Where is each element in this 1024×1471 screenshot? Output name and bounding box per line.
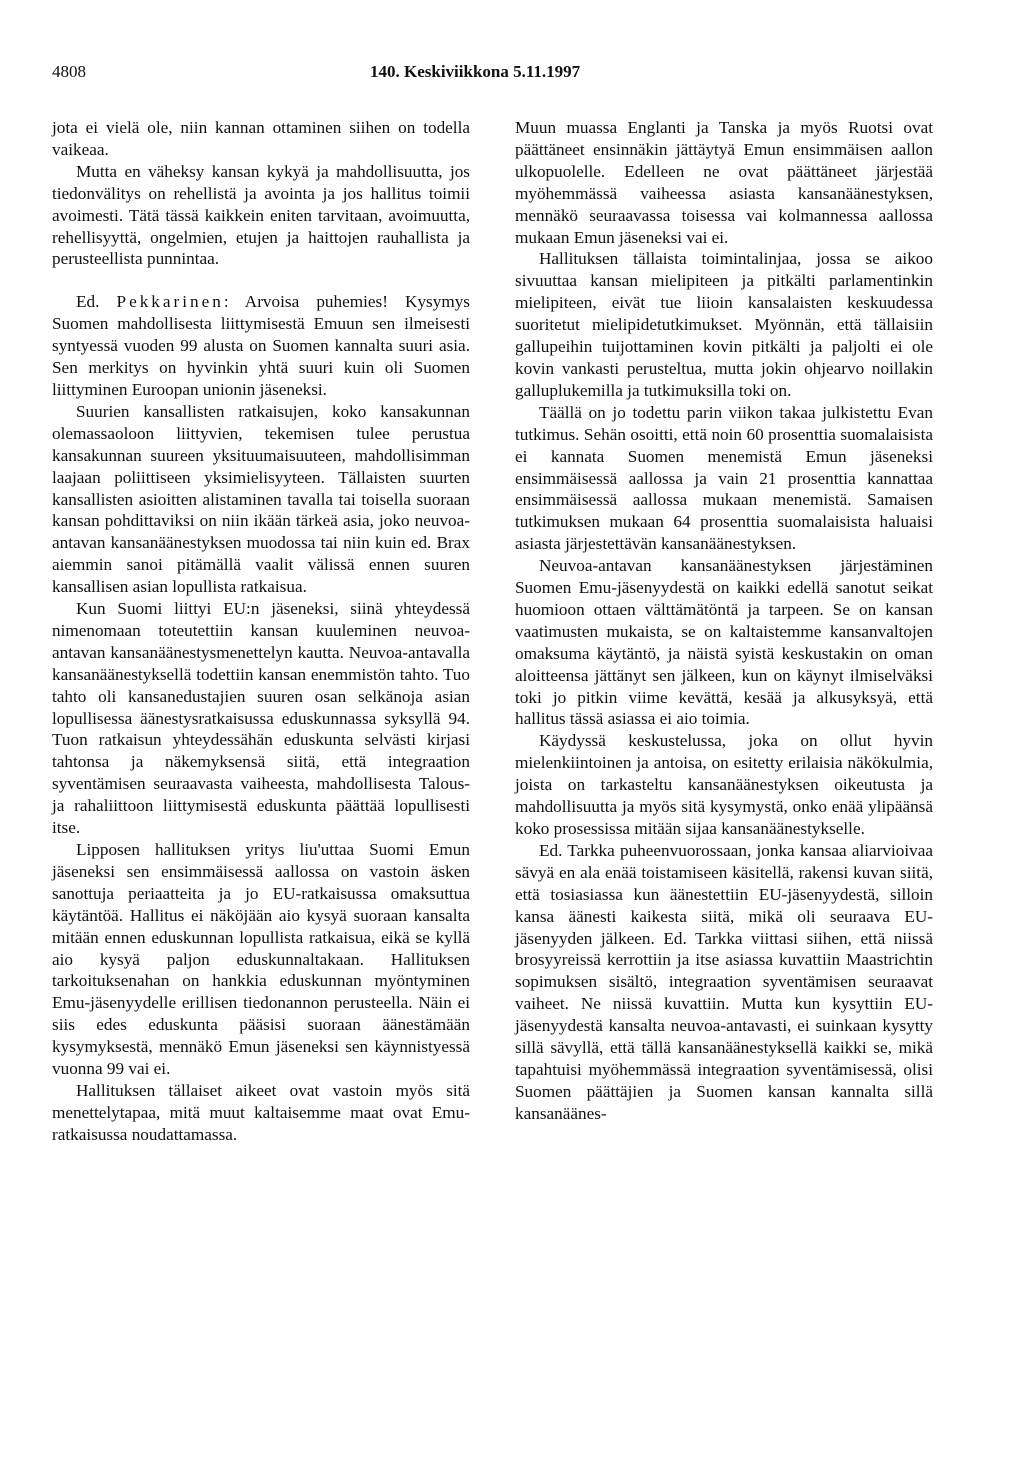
paragraph: Mutta en väheksy kansan kykyä ja mahdollisuutta, jos tiedonvälitys on rehellistä ja avointa ja jos hallitus toimii avoimesti. Tätä tässä kaikkein eniten tarvitaan, avoimuutta, rehellisyyttä, ongelmien, etujen ja haittojen rauhallista ja perusteellista punnintaa. [52, 161, 470, 269]
paragraph: Käydyssä keskustelussa, joka on ollut hyvin mielenkiintoinen ja antoisa, on esitetty erilaisia näkökulmia, joista on tarkasteltu kansanäänestyksen oikeutusta ja mahdollisuutta ja myös sitä kysymystä, onko enää ylipäänsä koko prosessissa mitään sijaa kansanäänestykselle. [515, 731, 933, 838]
paragraph: Neuvoa-antavan kansanäänestyksen järjestäminen Suomen Emu-jäsenyydestä on kaikki edellä sanotut seikat huomioon ottaen välttämätöntä ja tarpeen. Se on kansan vaatimusten mukaista, se on kaltaistemme kansanvaltojen omaksuma käytäntö, ja näistä syistä keskustakin on oman aloitteensa jättänyt sen jälkeen, kun on käynyt ilmiselväksi toki jo pitkin viime kevättä, kesää ja alkusyksyä, että hallitus tässä asiassa ei aio toimia. [515, 556, 933, 729]
paragraph: Lipposen hallituksen yritys liu'uttaa Suomi Emun jäseneksi sen ensimmäisessä aallossa on vastoin äsken sanottuja periaatteita ja jo EU-ratkaisussa omaksuttua käytäntöä. Hallitus ei näköjään aio kysyä suoraan kansalta mitään ennen eduskunnan lopullista ratkaisua, eikä se kyllä aio kysyä paljon eduskunnaltakaan. Hallituksen tarkoituksenahan on hankkia eduskunnan myöntyminen Emu-jäsenyydelle erillisen tiedonannon perusteella. Näin ei siis edes eduskunta pääsisi suoraan äänestämään kysymyksestä, mennäkö Emun jäseneksi sen käynnistyessä vuonna 99 vai ei. [52, 840, 470, 1079]
speaker-paragraph [52, 291, 470, 401]
page-header [52, 62, 977, 86]
paragraph: Suurien kansallisten ratkaisujen, koko kansakunnan olemassaoloon liittyvien, tekemisen tulee perustua kansakunnan suureen yksituumaisuuteen, mahdollisimman laajaan poliittiseen yksimielisyyteen. Tällaisten suurten kansallisten asioitten alistaminen tavalla tai toisella suoraan kansan pohdittaviksi on niin ikään tärkeä asia, joko neuvoa-antavan kansanäänestyksen muodossa tai niin kuin ed. Brax aiemmin sanoi pitämällä vaalit välissä ennen suuren kansallisen asian lopullista ratkaisua. [52, 401, 470, 597]
paragraph: Kun Suomi liittyi EU:n jäseneksi, siinä yhteydessä nimenomaan toteutettiin kansan kuuleminen neuvoa-antavan kansanäänestysmenettelyn kautta. Neuvoa-antavalla kansanäänestyksellä todettiin kansan enemmistön tahto. Tuo tahto oli kansanedustajien suuren osan selkänoja asian lopullisessa äänestysratkaisussa eduskunnassa syksyllä 94. Tuon ratkaisun yhteydessähän eduskunta selvästi kirjasi tahtonsa ja näkemyksensä siitä, että integraation syventämisen seuraavasta vaiheesta, mahdollisesta Talous- ja rahaliittoon liittymisestä eduskunta päättää lopullisesti itse. [52, 599, 470, 838]
speech-opening: : Arvoisa puhemies! Kysymys Suomen mahdollisesta liittymisestä Emuun sen ilmeisesti syntyessä vuoden 99 alusta on Suomen kannalta suuri asia. Sen merkitys on hyvinkin yhtä suuri kuin oli Suomen liittyminen Euroopan unionin jäseneksi. [52, 292, 470, 399]
session-date-heading: 140. Keskiviikkona 5.11.1997 [370, 62, 581, 81]
paragraph: Hallituksen tällaista toimintalinjaa, jossa se aikoo sivuuttaa kansan mielipiteen ja pitkälti parlamentinkin mielipiteen, eivät tue liioin kansalaisten keskuudessa suoritetut mielipidetutkimukset. Myönnän, että tällaisiin gallupeihin tuijottaminen kovin pitkälti ja paljolti ei ole kovin vankasti perusteltua, mutta jokin ohjearvo noillakin galluplukemilla ja tutkimuksilla toki on. [515, 249, 933, 400]
paragraph: Ed. Tarkka puheenvuorossaan, jonka kansaa aliarvioivaa sävyä en ala enää toistamiseen käsitellä, rakensi kuvan siitä, että tosiasiassa kun äänestettiin EU-jäsenyydestä, silloin kansa äänesti kaikesta siitä, mikä oli seuraava EU-jäsenyyden jälkeen. Ed. Tarkka viittasi siihen, että niissä brosyyreissä kerrottiin ja itse asiassa kuvattiin Maastrichtin sopimuksen sisältö, integraation syventämisen seuraavat vaiheet. Ne niissä kuvattiin. Mutta kun kysyttiin EU-jäsenyydestä kansalta neuvoa-antavasti, ei suinkaan kysytty sillä sävyllä, että tällä kansanäänestyksellä kaikki se, mikä tapahtuisi myöhemmässä integraation syventämisessä, olisi Suomen päättäjien ja Suomen kansan kannalta sillä kansanäänes- [515, 840, 933, 1123]
paragraph: Täällä on jo todettu parin viikon takaa julkistettu Evan tutkimus. Sehän osoitti, että noin 60 prosenttia suomalaisista ei kannata Suomen menemistä Emun jäseneksi ensimmäisessä aallossa ja vain 21 prosenttia kannattaa ensimmäisessä aallossa mukaan menemistä. Samaisen tutkimuksen mukaan 64 prosenttia suomalaisista haluaisi asiasta järjestettävän kansanäänestyksen. [515, 402, 933, 554]
paragraph-continued: Muun muassa Englanti ja Tanska ja myös Ruotsi ovat päättäneet ensinnäkin jättäytyä Emun ensimmäisen aallon ulkopuolelle. Edelleen ne ovat päättäneet järjestää myöhemmässä vaiheessa asiasta kansanäänestyksen, mennäkö seuraavassa toisessa vai kolmannessa aallossa mukaan Emun jäseneksi vai ei. [515, 118, 933, 247]
page-number: 4808 [52, 62, 86, 81]
right-column [515, 117, 933, 1125]
paragraph: Hallituksen tällaiset aikeet ovat vastoin myös sitä menettelytapaa, mitä muut kaltaisemme maat ovat Emu-ratkaisussa noudattamassa. [52, 1080, 470, 1144]
speaker-name: Pekkarinen [116, 292, 224, 312]
paragraph-continued: jota ei vielä ole, niin kannan ottaminen siihen on todella vaikeaa. [52, 118, 470, 159]
left-column [52, 117, 470, 1146]
speaker-title: Ed. [76, 292, 100, 312]
